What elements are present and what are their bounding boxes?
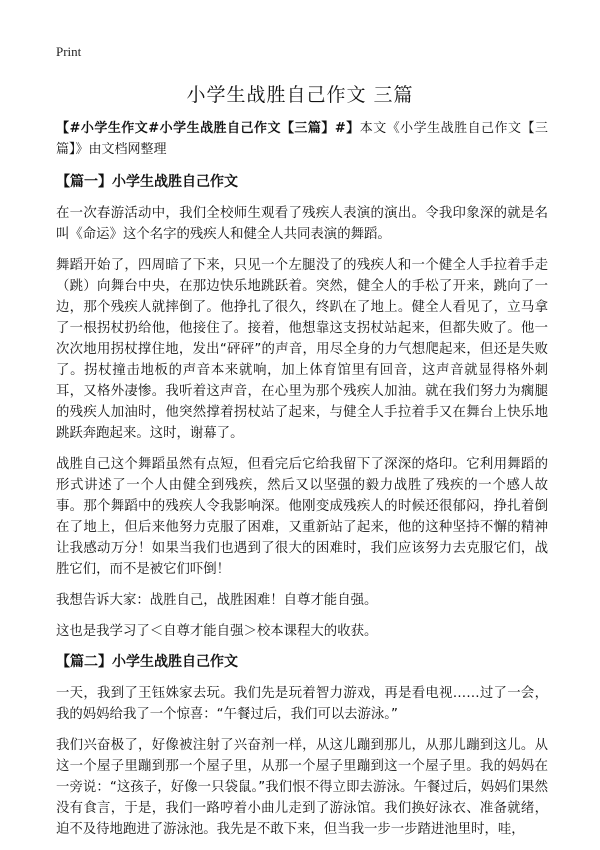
paragraph: 战胜自己这个舞蹈虽然有点短，但看完后它给我留下了深深的烙印。它利用舞蹈的形式讲述了一个人由健全到残疾，然后又以坚强的毅力战胜了残疾的一个感人故事。那个舞蹈中的残疾人令我影响深。他刚变成残疾人的时候还很郁闷，挣扎着倒在了地上，但后来他努力克服了困难，又重新站了起来，他的这种坚持不懈的精神让我感动万分！如果当我们也遇到了很大的困难时，我们应该努力去克服它们，战胜它们，而不是被它们吓倒！ xyxy=(56,457,548,577)
intro-text: 本文《小学生战胜自己作文【三篇】》由文档网整理 xyxy=(56,121,548,157)
paragraph: 在一次春游活动中，我们全校师生观看了残疾人表演的演出。令我印象深的就是名叫《命运》这个名字的残疾人和健全人共同表演的舞蹈。 xyxy=(56,206,548,242)
paragraph: 我们兴奋极了，好像被注射了兴奋剂一样，从这儿蹦到那儿，从那儿蹦到这儿。从这一个屋子里蹦到那一个屋子里，从那一个屋子里蹦到这一个屋子里。我的妈妈在一旁说：“这孩子，好像一只袋鼠。”我们恨不得立即去游泳。午餐过后，妈妈们果然没有食言，于是，我们一路哼着小曲儿走到了游泳馆。我们换好泳衣、准备就绪，迫不及待地跑进了游泳池。我先是不敢下来，但当我一步一步踏进池里时，哇， xyxy=(56,738,548,837)
paragraph: 舞蹈开始了，四周暗了下来，只见一个左腿没了的残疾人和一个健全人手拉着手走（跳）向舞台中央，在那边快乐地跳跃着。突然，健全人的手松了开来，跳向了一边，那个残疾人就摔倒了。他挣扎了很久，终趴在了地上。健全人看见了，立马拿了一根拐杖扔给他，他接住了。接着，他想靠这支拐杖站起来，但都失败了。他一次次地用拐杖撑住地，发出“砰砰”的声音，用尽全身的力气想爬起来，但还是失败了。拐杖撞击地板的声音本来就响，加上体育馆里有回音，这声音就显得格外刺耳，又格外凄惨。我听着这声音，在心里为那个残疾人加油。就在我们努力为瘸腿的残疾人加油时，他突然撑着拐杖站了起来，与健全人手拉着手又在舞台上快乐地跳跃奔跑起来。这时，谢幕了。 xyxy=(56,258,548,441)
paragraph: 这也是我学习了＜自尊才能自强＞校本课程大的收获。 xyxy=(56,624,378,639)
article-body xyxy=(56,118,548,850)
paragraph: 一天，我到了王钰姝家去玩。我们先是玩着智力游戏，再是看电视……过了一会，我的妈妈给我了一个惊喜：“午餐过后，我们可以去游泳。” xyxy=(56,686,548,722)
page-title: 小学生战胜自己作文 三篇 xyxy=(186,84,414,106)
intro-line xyxy=(56,118,548,160)
section-heading: 【篇二】小学生战胜自己作文 xyxy=(56,654,238,670)
paragraph: 我想告诉大家：战胜自己，战胜困难！自尊才能自强。 xyxy=(56,593,378,608)
print-link[interactable]: Print xyxy=(56,44,82,59)
intro-tags: 【#小学生作文#小学生战胜自己作文【三篇】#】 xyxy=(56,121,360,136)
section-heading: 【篇一】小学生战胜自己作文 xyxy=(56,174,238,190)
